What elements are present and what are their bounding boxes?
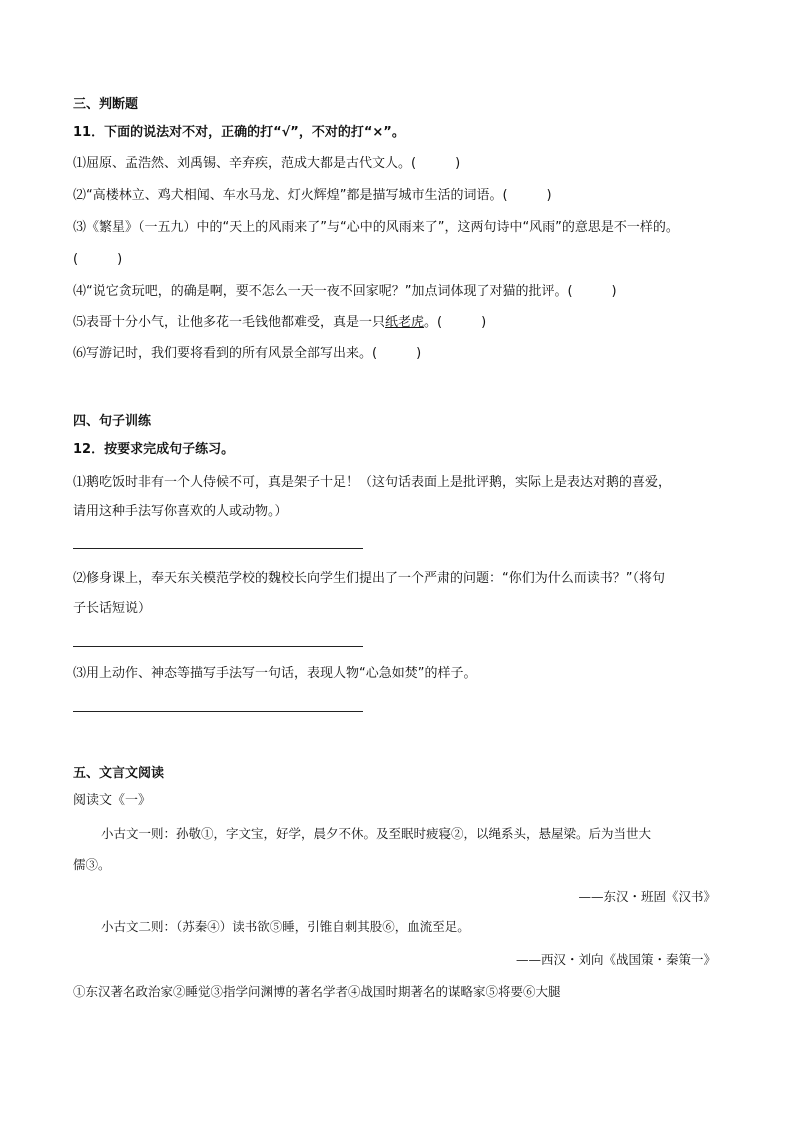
source-2: ——西汉・刘向《战国策・秦策一》 bbox=[515, 952, 716, 967]
section-4-title: 四、句子训练 bbox=[73, 414, 152, 429]
answer-line-3[interactable] bbox=[73, 711, 363, 712]
q11-item-5-post: 。( ) bbox=[424, 315, 487, 330]
q12-s1-line1: ⑴鹅吃饭时非有一个人侍候不可，真是架子十足！（这句话表面上是批评鹅，实际上是表达对鹅的喜爱， bbox=[73, 475, 672, 490]
annotations: ①东汉著名政治家②睡觉③指学问渊博的著名学者④战国时期著名的谋略家⑤将要⑥大腿 bbox=[73, 984, 561, 999]
q11-item-3-blank: ( ) bbox=[73, 252, 123, 267]
q11-item-5 bbox=[73, 314, 486, 332]
q11-item-6: ⑹写游记时，我们要将看到的所有风景全部写出来。( ) bbox=[73, 346, 422, 361]
q12-s1-line2: 请用这种手法写你喜欢的人或动物。） bbox=[73, 504, 288, 519]
reading-title: 阅读文《一》 bbox=[73, 793, 152, 808]
q11-item-1: ⑴屈原、孟浩然、刘禹锡、辛弃疾，范成大都是古代文人。( ) bbox=[73, 156, 461, 171]
section-3-title: 三、判断题 bbox=[73, 97, 139, 112]
question-11: 11．下面的说法对不对，正确的打“√”，不对的打“×”。 bbox=[73, 125, 405, 140]
answer-line-2[interactable] bbox=[73, 646, 363, 647]
question-12: 12．按要求完成句子练习。 bbox=[73, 442, 235, 457]
section-5-title: 五、文言文阅读 bbox=[73, 766, 165, 781]
q12-s2-line2: 子长话短说） bbox=[73, 601, 152, 616]
q12-s2-line1: ⑵修身课上，奉天东关模范学校的魏校长向学生们提出了一个严肃的问题：“你们为什么而读书？”（将句 bbox=[73, 571, 665, 586]
q11-item-5-pre: ⑸表哥十分小气，让他多花一毛钱他都难受，真是一只 bbox=[73, 315, 386, 330]
q11-item-4: ⑷“说它贪玩吧，的确是啊，要不怎么一天一夜不回家呢？”加点词体现了对猫的批评。( ) bbox=[73, 284, 617, 299]
q12-s3: ⑶用上动作、神态等描写手法写一句话，表现人物“心急如焚”的样子。 bbox=[73, 666, 477, 681]
q11-item-5-underlined: 纸老虎 bbox=[385, 315, 425, 330]
passage-2: 小古文二则：（苏秦④）读书欲⑤睡，引锥自刺其股⑥，血流至足。 bbox=[101, 919, 470, 934]
passage-1-line1: 小古文一则：孙敬①，字文宝，好学，晨夕不休。及至眠时疲寝②，以绳系头，悬屋梁。后为当世大 bbox=[101, 826, 652, 841]
q11-item-2: ⑵“高楼林立、鸡犬相闻、车水马龙、灯火辉煌”都是描写城市生活的词语。( ) bbox=[73, 188, 552, 203]
source-1: ——东汉・班固《汉书》 bbox=[578, 889, 716, 904]
q11-item-3: ⑶《繁星》（一五九）中的“天上的风雨来了”与“心中的风雨来了”，这两句诗中“风雨”的意思是不一样的。 bbox=[73, 220, 679, 235]
passage-1-line2: 儒③。 bbox=[73, 857, 111, 872]
answer-line-1[interactable] bbox=[73, 548, 363, 549]
